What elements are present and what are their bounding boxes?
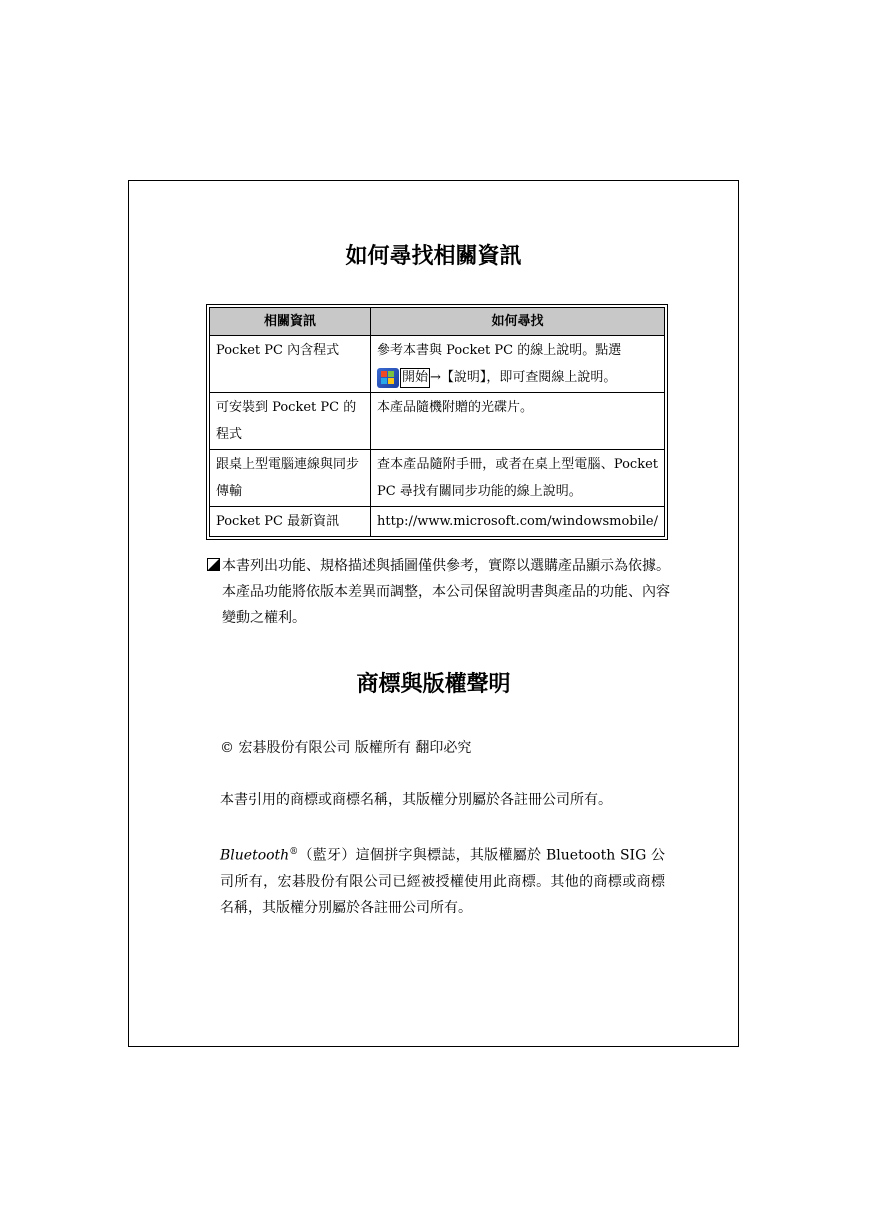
disclaimer-text: 本書列出功能、規格描述與插圖僅供參考，實際以選購產品顯示為依據。本產品功能將依版本差異而調整，本公司保留說明書與產品的功能、內容變動之權利。 — [222, 558, 670, 626]
table-row — [210, 393, 665, 450]
cell-how: 查本產品隨附手冊，或者在桌上型電腦、Pocket PC 尋找有關同步功能的線上說明。 — [370, 450, 664, 507]
note-icon — [207, 558, 220, 571]
windows-logo-icon — [377, 368, 399, 388]
cell-how: 本產品隨機附贈的光碟片。 — [370, 393, 664, 450]
column-header-how: 如何尋找 — [370, 308, 664, 336]
disclaimer-note — [207, 553, 680, 631]
bluetooth-name: Bluetooth — [220, 847, 290, 864]
info-table — [209, 307, 665, 537]
cell-topic: Pocket PC 最新資訊 — [210, 507, 371, 537]
column-header-topic: 相關資訊 — [210, 308, 371, 336]
copyright-line: © 宏碁股份有限公司 版權所有 翻印必究 — [220, 740, 472, 756]
heading-trademark: 商標與版權聲明 — [356, 672, 511, 697]
page-frame — [128, 180, 739, 1047]
bluetooth-paragraph — [220, 839, 665, 921]
cell-topic: 可安裝到 Pocket PC 的程式 — [210, 393, 371, 450]
heading-find-info: 如何尋找相關資訊 — [345, 244, 522, 269]
start-label: 開始 — [400, 368, 430, 388]
bluetooth-text: （藍牙）這個拼字與標誌，其版權屬於 Bluetooth SIG 公司所有，宏碁股份有限公司已經被授權使用此商標。其他的商標或商標名稱，其版權分別屬於各註冊公司所有。 — [220, 847, 665, 916]
table-row — [210, 507, 665, 537]
cell-topic: Pocket PC 內含程式 — [210, 336, 371, 393]
table-row — [210, 450, 665, 507]
table-header-row — [210, 308, 665, 336]
cell-how-url: http://www.microsoft.com/windowsmobile/ — [370, 507, 664, 537]
registered-mark: ® — [289, 847, 299, 857]
start-menu-button — [377, 368, 430, 388]
cell-how-text: 參考本書與 Pocket PC 的線上說明。點選 — [376, 343, 622, 358]
trademarks-paragraph: 本書引用的商標或商標名稱，其版權分別屬於各註冊公司所有。 — [220, 792, 612, 808]
cell-topic: 跟桌上型電腦連線與同步傳輸 — [210, 450, 371, 507]
cell-how — [370, 336, 664, 393]
table-row — [210, 336, 665, 393]
cell-how-text-cont: →【說明】，即可查閱線上說明。 — [430, 370, 617, 385]
